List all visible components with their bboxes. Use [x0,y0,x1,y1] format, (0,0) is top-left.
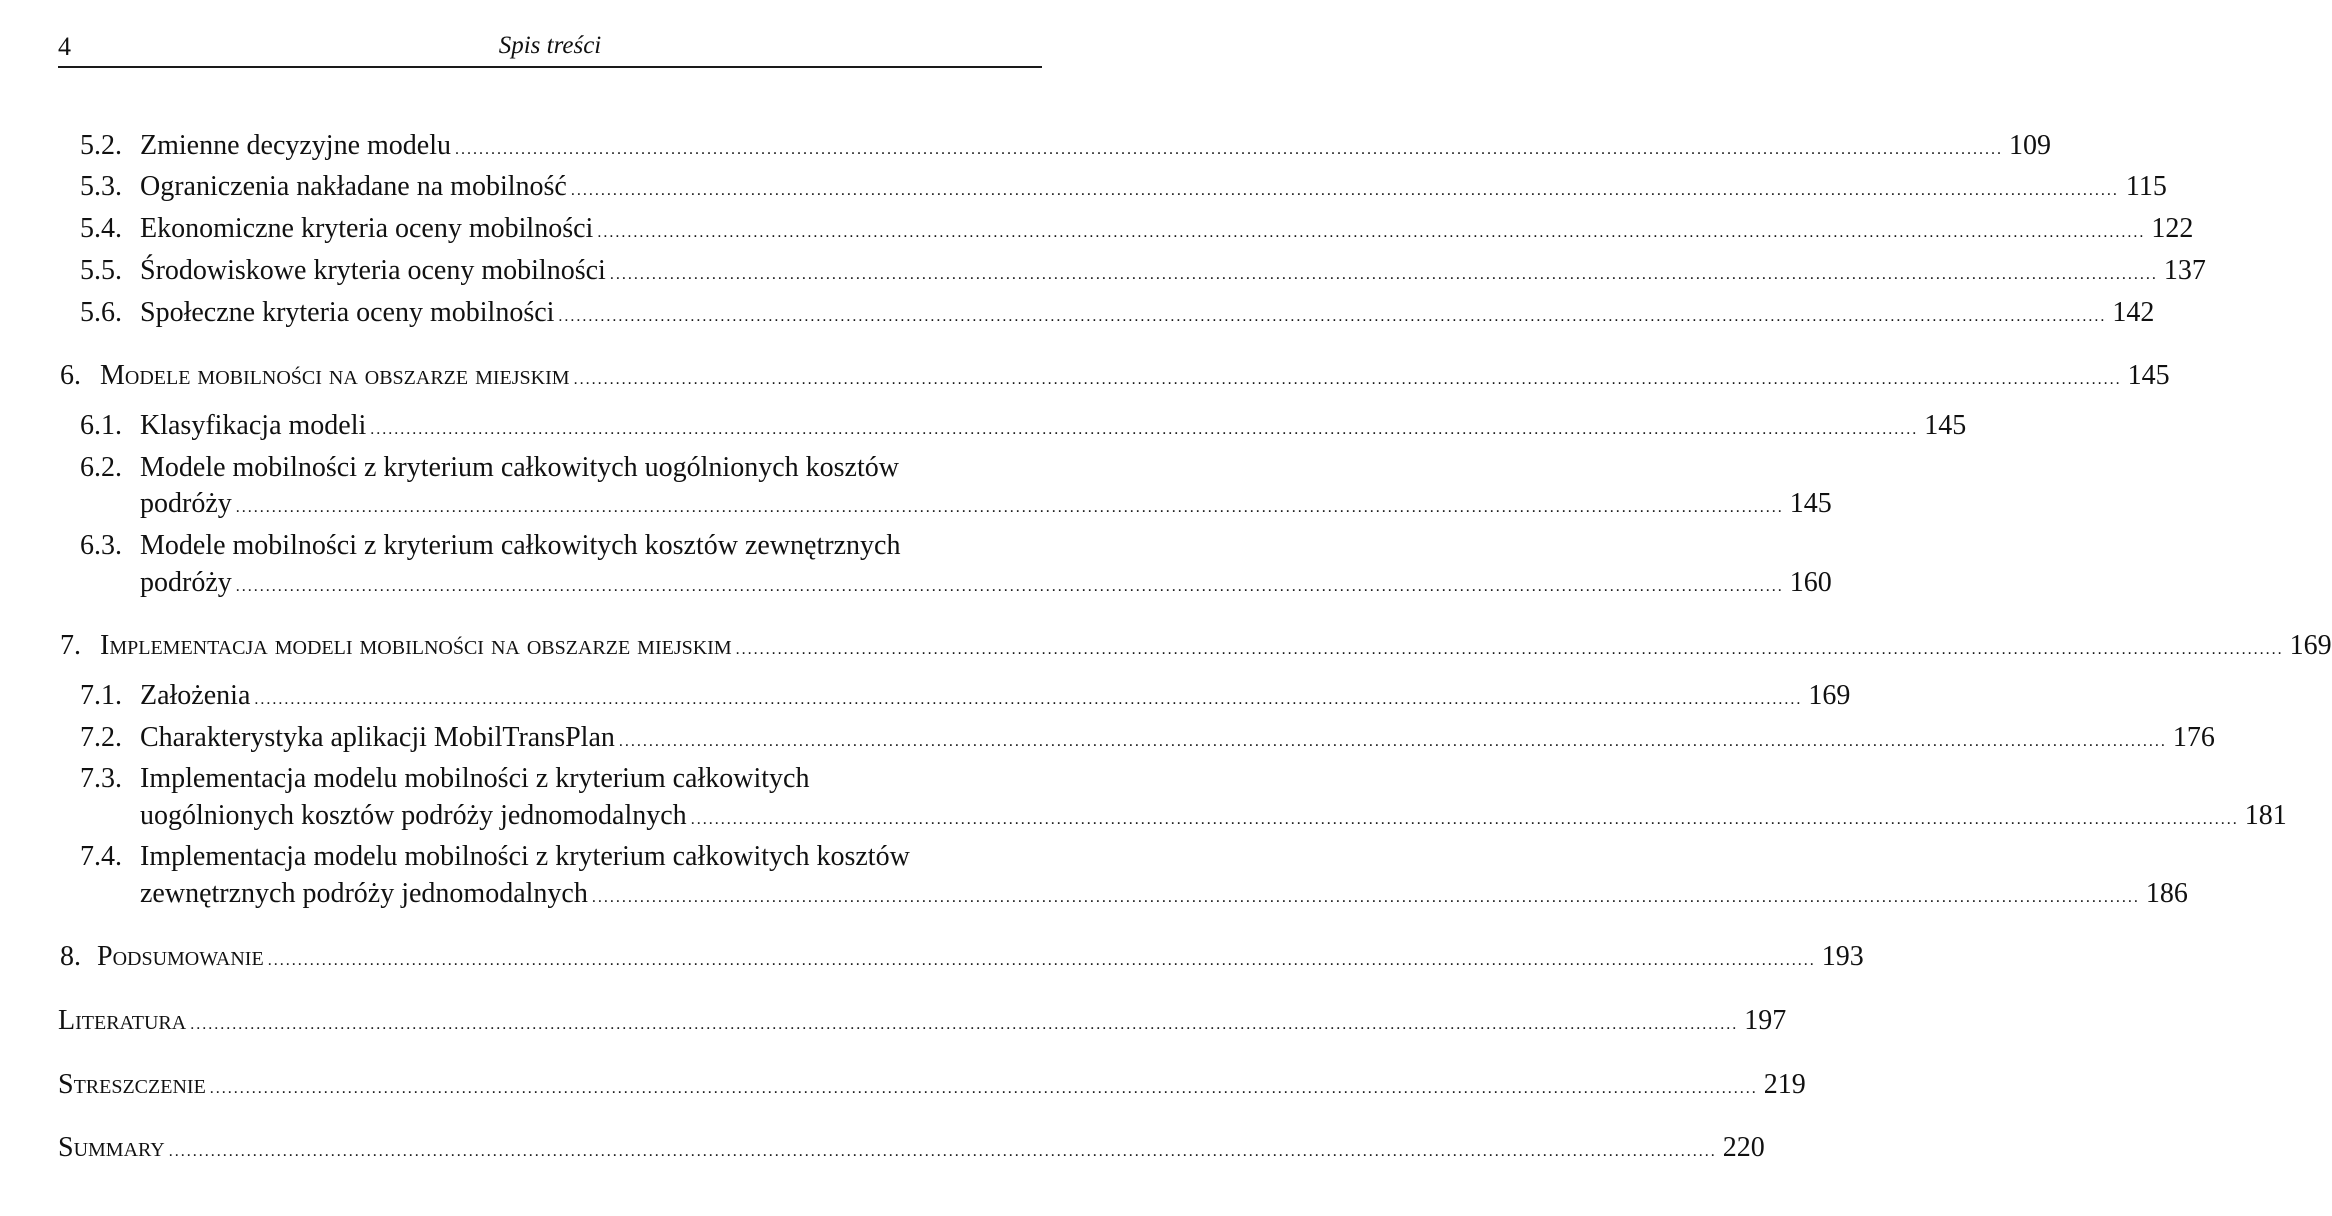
entry-number: 5.3. [80,171,122,202]
entry-number: 7.3. [80,763,122,794]
entry-page: 176 [2172,722,2215,753]
entry-title: Założenia [140,680,251,711]
dot-leader: .................................................................................................................................................................................................................................................................. [597,224,2146,241]
entry-number: 6.2. [80,452,122,483]
chapter-title: Implementacja modeli mobilności na obszarze miejskim [100,630,732,661]
entry-title-line1: Modele mobilności z kryterium całkowitych uogólnionych kosztów [140,452,899,483]
dot-leader: .................................................................................................................................................................................................................................................................. [190,1016,1739,1033]
dot-leader: .................................................................................................................................................................................................................................................................. [618,733,2167,750]
dot-leader: .................................................................................................................................................................................................................................................................. [209,1080,1758,1097]
dot-leader: .................................................................................................................................................................................................................................................................. [370,421,1919,438]
entry-number: 7.1. [80,680,122,711]
entry-number: 7.4. [80,841,122,872]
dot-leader: .................................................................................................................................................................................................................................................................. [168,1143,1717,1160]
page-number: 4 [58,32,71,61]
entry-number: 5.2. [80,130,122,161]
section-title: Literatura [58,1005,187,1036]
entry-title-line2: zewnętrznych podróży jednomodalnych [140,878,588,909]
dot-leader: .................................................................................................................................................................................................................................................................. [690,811,2239,828]
dot-leader: .................................................................................................................................................................................................................................................................. [558,308,2107,325]
entry-title-line1: Implementacja modelu mobilności z kryterium całkowitych kosztów [140,841,910,872]
entry-page: 219 [1763,1069,1806,1100]
entry-page: 145 [2127,360,2170,391]
entry-title: Charakterystyka aplikacji MobilTransPlan [140,722,615,753]
dot-leader: .................................................................................................................................................................................................................................................................. [267,952,1816,969]
dot-leader: .................................................................................................................................................................................................................................................................. [609,266,2158,283]
entry-page: 109 [2009,130,2051,161]
entry-page: 186 [2145,878,2188,909]
dot-leader: .................................................................................................................................................................................................................................................................. [254,691,1803,708]
entry-number: 6.1. [80,410,122,441]
section-title: Streszczenie [58,1069,206,1100]
entry-title: Zmienne decyzyjne modelu [140,130,451,161]
entry-number: 5.6. [80,297,122,328]
chapter-number: 8. [60,941,81,972]
entry-page: 142 [2112,297,2155,328]
entry-title-line2: podróży [140,488,232,519]
entry-page: 145 [1789,488,1832,519]
entry-title-line2: podróży [140,567,232,598]
entry-page: 122 [2151,213,2194,244]
chapter-number: 7. [60,630,81,661]
entry-page: 197 [1744,1005,1787,1036]
dot-leader: .................................................................................................................................................................................................................................................................. [573,371,2122,388]
running-title: Spis treści [498,32,602,59]
chapter-number: 6. [60,360,81,391]
chapter-title: Podsumowanie [97,941,264,972]
entry-title: Środowiskowe kryteria oceny mobilności [140,255,606,286]
entry-title: Ekonomiczne kryteria oceny mobilności [140,213,594,244]
entry-page: 160 [1789,567,1832,598]
entry-title: Ograniczenia nakładane na mobilność [140,171,567,202]
entry-page: 193 [1821,941,1864,972]
entry-page: 169 [2289,630,2332,661]
entry-number: 6.3. [80,530,122,561]
entry-page: 145 [1924,410,1967,441]
dot-leader: .................................................................................................................................................................................................................................................................. [235,499,1784,516]
dot-leader: .................................................................................................................................................................................................................................................................. [570,182,2119,199]
dot-leader: .................................................................................................................................................................................................................................................................. [455,141,2003,158]
dot-leader: .................................................................................................................................................................................................................................................................. [591,889,2140,906]
entry-page: 115 [2125,171,2167,202]
entry-title-line1: Modele mobilności z kryterium całkowitych kosztów zewnętrznych [140,530,901,561]
chapter-title: Modele mobilności na obszarze miejskim [100,360,570,391]
entry-page: 137 [2163,255,2206,286]
dot-leader: .................................................................................................................................................................................................................................................................. [735,641,2284,658]
entry-title-line1: Implementacja modelu mobilności z kryterium całkowitych [140,763,810,794]
entry-page: 181 [2244,800,2287,831]
entry-number: 7.2. [80,722,122,753]
entry-number: 5.5. [80,255,122,286]
entry-title-line2: uogólnionych kosztów podróży jednomodalnych [140,800,687,831]
entry-title: Społeczne kryteria oceny mobilności [140,297,555,328]
section-title: Summary [58,1132,165,1163]
entry-number: 5.4. [80,213,122,244]
entry-page: 169 [1808,680,1851,711]
entry-title: Klasyfikacja modeli [140,410,367,441]
page-header [58,28,1042,68]
entry-page: 220 [1722,1132,1765,1163]
dot-leader: .................................................................................................................................................................................................................................................................. [235,578,1784,595]
